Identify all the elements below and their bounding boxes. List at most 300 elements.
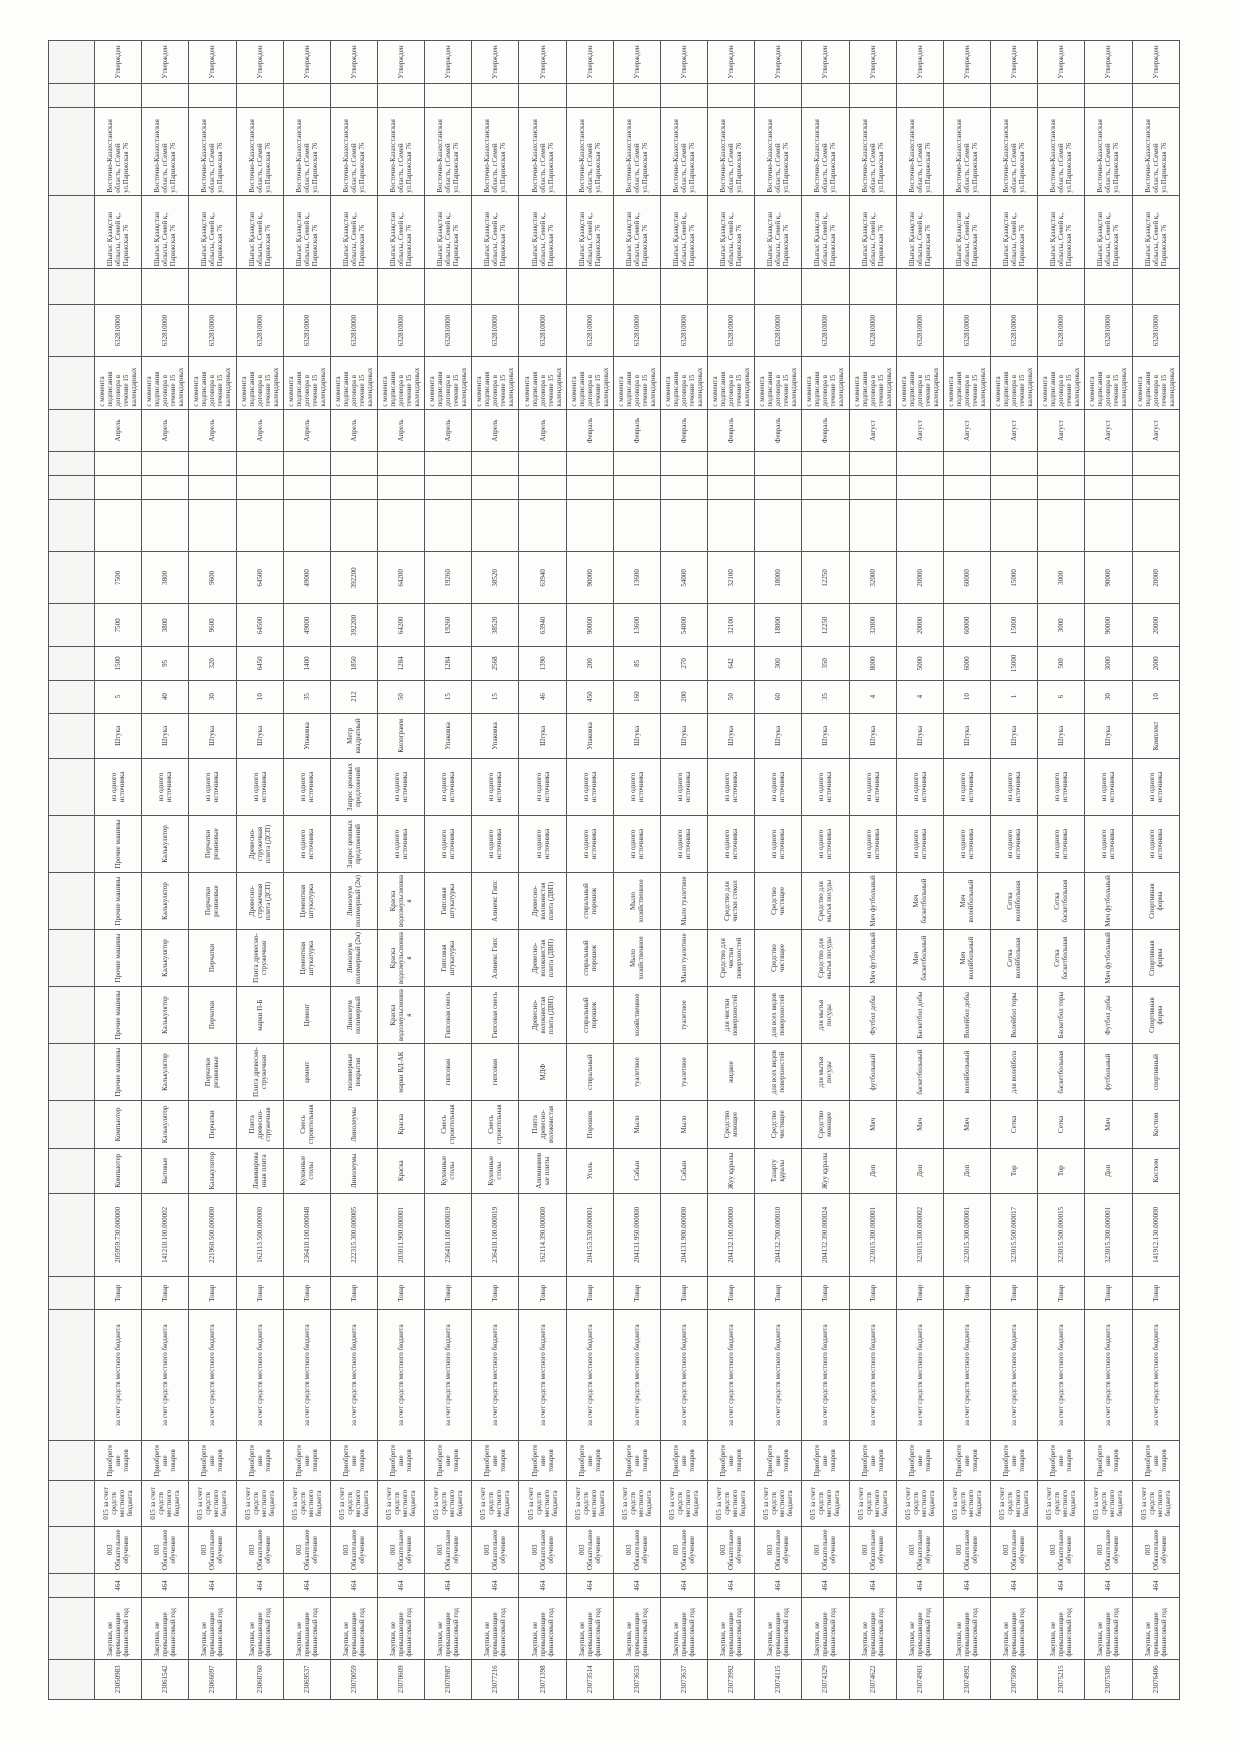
cell-kind: Товар	[566, 1277, 613, 1310]
cell-id: 23073514	[566, 1659, 613, 1699]
cell-name-kz: Сабын	[613, 1148, 660, 1193]
cell-source: 015 за счет средств местного бюджета	[95, 1481, 142, 1526]
cell-address-kz: Шығыс Қазақстан облысы, Семей қ., Парижская 76	[1132, 195, 1180, 269]
table-row	[472, 41, 519, 1700]
cell-unit: Штука	[95, 713, 142, 758]
cell-desc-4: Мяч баскетбольный	[896, 873, 943, 930]
cell-method-1: из одного источника	[1085, 815, 1132, 872]
cell-method-1: из одного источника	[896, 815, 943, 872]
cell-qty: 4	[849, 680, 896, 713]
cell-unit: Штука	[519, 713, 566, 758]
cell-kind: Товар	[991, 1277, 1038, 1310]
cell-desc-3: Спортивная форма	[1132, 930, 1180, 987]
cell-method-2: из одного источника	[519, 758, 566, 815]
cell-desc-1: для волейбола	[991, 1044, 1038, 1101]
cell-status: Утвержден	[1038, 41, 1085, 84]
cell-desc-2: для мытья посуды	[802, 987, 849, 1044]
cell-address-ru: Восточно-Казахстанская область, г.Семей ул.Парижская 76	[378, 107, 425, 195]
cell-sum-year1: 3800	[142, 604, 189, 647]
cell-sum-year1: 90000	[566, 604, 613, 647]
cell-kato: 632810000	[1085, 305, 1132, 357]
table-row	[1132, 41, 1180, 1700]
cell-empty	[1132, 499, 1180, 551]
cell-purchase-type: Приобретение товаров	[425, 1440, 472, 1480]
cell-desc-4: Алинекс Гипс	[472, 873, 519, 930]
cell-code: 464	[142, 1574, 189, 1598]
cell-empty	[802, 452, 849, 476]
cell-empty	[1038, 452, 1085, 476]
cell-id: 23071398	[519, 1659, 566, 1699]
cell-sum-year1: 19260	[425, 604, 472, 647]
cell-empty	[283, 476, 330, 500]
cell-code: 464	[330, 1574, 377, 1598]
cell-address-kz: Шығыс Қазақстан облысы, Семей қ., Парижская 76	[330, 195, 377, 269]
cell-empty	[378, 499, 425, 551]
cell-price: 1500	[95, 647, 142, 680]
cell-term: c момента подписания договора в течение 15 календарных	[755, 357, 802, 409]
cell-method-1: Перчатки резиновые	[189, 815, 236, 872]
cell-kind: Товар	[802, 1277, 849, 1310]
header-cell	[49, 1526, 95, 1574]
cell-code: 464	[896, 1574, 943, 1598]
cell-method-2: из одного источника	[95, 758, 142, 815]
cell-id: 23068760	[236, 1659, 283, 1699]
cell-empty	[189, 452, 236, 476]
cell-name-ru: Порошок	[566, 1101, 613, 1149]
cell-kato: 632810000	[802, 305, 849, 357]
cell-source: 015 за счет средств местного бюджета	[425, 1481, 472, 1526]
cell-method: Закупки, не превышающие финансовый год	[519, 1597, 566, 1659]
cell-sum-total: 392200	[330, 552, 377, 604]
cell-method-1: из одного источника	[660, 815, 707, 872]
cell-purchase-type: Приобретение товаров	[613, 1440, 660, 1480]
cell-desc-2: Цемент	[283, 987, 330, 1044]
cell-empty	[472, 476, 519, 500]
cell-empty	[330, 499, 377, 551]
cell-purchase-type: Приобретение товаров	[802, 1440, 849, 1480]
cell-name-kz: Тазарту құралы	[755, 1148, 802, 1193]
header-cell	[49, 873, 95, 930]
cell-unit: Упаковка	[425, 713, 472, 758]
cell-ktru-code: 162113.500.000000	[236, 1193, 283, 1276]
header-cell	[49, 815, 95, 872]
cell-code: 464	[378, 1574, 425, 1598]
cell-empty	[519, 476, 566, 500]
cell-kind: Товар	[1132, 1277, 1180, 1310]
cell-sum-year1: 64200	[378, 604, 425, 647]
cell-empty	[142, 476, 189, 500]
cell-program: 003 Обязательное обучение	[613, 1526, 660, 1574]
cell-method: Закупки, не превышающие финансовый год	[1038, 1597, 1085, 1659]
cell-name-kz: Краска	[378, 1148, 425, 1193]
cell-kind: Товар	[425, 1277, 472, 1310]
cell-method-1: Прочие машины	[95, 815, 142, 872]
cell-code: 464	[519, 1574, 566, 1598]
cell-empty	[472, 84, 519, 108]
header-cell	[49, 452, 95, 476]
cell-kind: Товар	[849, 1277, 896, 1310]
cell-status: Утвержден	[896, 41, 943, 84]
cell-empty	[896, 476, 943, 500]
table-row	[943, 41, 990, 1700]
cell-code: 464	[566, 1574, 613, 1598]
cell-empty	[755, 476, 802, 500]
cell-sum-total: 20000	[896, 552, 943, 604]
cell-kind: Товар	[708, 1277, 755, 1310]
cell-name-kz: Тор	[991, 1148, 1038, 1193]
cell-term: c момента подписания договора в течение 15 календарных	[1085, 357, 1132, 409]
cell-purchase-type: Приобретение товаров	[1038, 1440, 1085, 1480]
cell-ktru-code: 204132.700.000010	[755, 1193, 802, 1276]
cell-desc-4: Древесно-волокнистая плита (ДВП)	[519, 873, 566, 930]
cell-ktru-code: 205959.730.000000	[95, 1193, 142, 1276]
header-cell	[49, 357, 95, 409]
cell-method: Закупки, не превышающие финансовый год	[849, 1597, 896, 1659]
cell-name-ru: Смесь строительная	[472, 1101, 519, 1149]
cell-empty	[802, 84, 849, 108]
cell-sum-year1: 32100	[708, 604, 755, 647]
cell-address-kz: Шығыс Қазақстан облысы, Семей қ., Парижская 76	[566, 195, 613, 269]
cell-sum-total: 64500	[236, 552, 283, 604]
cell-empty	[425, 452, 472, 476]
cell-desc-3: Алинекс Гипс	[472, 930, 519, 987]
cell-ktru-code: 204131.900.000000	[660, 1193, 707, 1276]
cell-method-2: из одного источника	[613, 758, 660, 815]
cell-sum-total: 13600	[613, 552, 660, 604]
cell-kind: Товар	[472, 1277, 519, 1310]
cell-term: c момента подписания договора в течение 15 календарных	[896, 357, 943, 409]
cell-kind: Товар	[896, 1277, 943, 1310]
cell-price: 5000	[896, 647, 943, 680]
cell-code: 464	[755, 1574, 802, 1598]
cell-desc-4: Мыло хозяйственное	[613, 873, 660, 930]
cell-empty	[189, 476, 236, 500]
table-row	[755, 41, 802, 1700]
cell-kind: Товар	[95, 1277, 142, 1310]
cell-address-kz: Шығыс Қазақстан облысы, Семей қ., Парижская 76	[896, 195, 943, 269]
table-row	[283, 41, 330, 1700]
cell-code: 464	[1085, 1574, 1132, 1598]
cell-kato: 632810000	[236, 305, 283, 357]
cell-sum-total: 12250	[802, 552, 849, 604]
cell-kind: Товар	[189, 1277, 236, 1310]
cell-qty: 1	[991, 680, 1038, 713]
cell-name-ru: Средство чистящее	[755, 1101, 802, 1149]
cell-empty	[283, 84, 330, 108]
table-row	[330, 41, 377, 1700]
table-row	[519, 41, 566, 1700]
cell-unit: Упаковка	[566, 713, 613, 758]
cell-purchase-type: Приобретение товаров	[189, 1440, 236, 1480]
cell-purchase-type: Приобретение товаров	[755, 1440, 802, 1480]
cell-kato: 632810000	[755, 305, 802, 357]
cell-empty	[849, 84, 896, 108]
cell-purchase-type: Приобретение товаров	[236, 1440, 283, 1480]
header-cell	[49, 1101, 95, 1149]
cell-program: 003 Обязательное обучение	[472, 1526, 519, 1574]
header-cell	[49, 987, 95, 1044]
cell-desc-2: для чистки поверхностей	[708, 987, 755, 1044]
cell-purchase-type: Приобретение товаров	[660, 1440, 707, 1480]
cell-empty	[566, 269, 613, 305]
cell-name-ru: Плита древесно-стружечная	[236, 1101, 283, 1149]
cell-address-kz: Шығыс Қазақстан облысы, Семей қ., Парижская 76	[95, 195, 142, 269]
cell-sum-year1: 63940	[519, 604, 566, 647]
cell-address-ru: Восточно-Казахстанская область, г.Семей ул.Парижская 76	[330, 107, 377, 195]
cell-address-ru: Восточно-Казахстанская область, г.Семей ул.Парижская 76	[613, 107, 660, 195]
cell-program: 003 Обязательное обучение	[236, 1526, 283, 1574]
cell-method-1: из одного источника	[566, 815, 613, 872]
cell-empty	[1038, 269, 1085, 305]
cell-desc-2: Прочие машины	[95, 987, 142, 1044]
cell-status: Утвержден	[991, 41, 1038, 84]
cell-term: c момента подписания договора в течение 15 календарных	[802, 357, 849, 409]
cell-name-ru: Калькулятор	[142, 1101, 189, 1149]
cell-desc-2: Волейбол торы	[991, 987, 1038, 1044]
cell-method-1: из одного источника	[1132, 815, 1180, 872]
cell-unit: Штука	[991, 713, 1038, 758]
cell-desc-4: Цементная штукатурка	[283, 873, 330, 930]
cell-program: 003 Обязательное обучение	[802, 1526, 849, 1574]
cell-program: 003 Обязательное обучение	[519, 1526, 566, 1574]
cell-purchase-type: Приобретение товаров	[943, 1440, 990, 1480]
cell-funding-note: за счет средств местного бюджета	[566, 1310, 613, 1441]
cell-purchase-type: Приобретение товаров	[519, 1440, 566, 1480]
cell-program: 003 Обязательное обучение	[755, 1526, 802, 1574]
cell-ktru-code: 222315.300.000005	[330, 1193, 377, 1276]
cell-name-ru: Сетка	[1038, 1101, 1085, 1149]
cell-ktru-code: 204132.100.000000	[708, 1193, 755, 1276]
cell-empty	[991, 452, 1038, 476]
cell-method-1: из одного источника	[283, 815, 330, 872]
cell-desc-1: футбольный	[1085, 1044, 1132, 1101]
cell-id: 23074329	[802, 1659, 849, 1699]
cell-empty	[708, 476, 755, 500]
cell-qty: 30	[189, 680, 236, 713]
cell-method: Закупки, не превышающие финансовый год	[991, 1597, 1038, 1659]
cell-desc-3: Мяч футбольный	[849, 930, 896, 987]
cell-unit: Комплект	[1132, 713, 1180, 758]
cell-qty: 10	[236, 680, 283, 713]
cell-empty	[236, 499, 283, 551]
cell-month: Апрель	[519, 409, 566, 452]
cell-code: 464	[472, 1574, 519, 1598]
cell-empty	[660, 269, 707, 305]
table-row	[189, 41, 236, 1700]
cell-name-kz: Доп	[943, 1148, 990, 1193]
cell-sum-year1: 49000	[283, 604, 330, 647]
cell-method-2: из одного источника	[472, 758, 519, 815]
cell-sum-year1: 12250	[802, 604, 849, 647]
cell-desc-4: Сетка баскетбольная	[1038, 873, 1085, 930]
table-row	[802, 41, 849, 1700]
cell-price: 500	[1038, 647, 1085, 680]
cell-empty	[142, 84, 189, 108]
cell-method-2: из одного источника	[660, 758, 707, 815]
cell-empty	[472, 499, 519, 551]
cell-address-kz: Шығыс Қазақстан облысы, Семей қ., Парижская 76	[708, 195, 755, 269]
cell-name-kz: Тор	[1038, 1148, 1085, 1193]
cell-method: Закупки, не превышающие финансовый год	[708, 1597, 755, 1659]
cell-empty	[1085, 84, 1132, 108]
cell-source: 015 за счет средств местного бюджета	[1038, 1481, 1085, 1526]
cell-empty	[613, 84, 660, 108]
cell-program: 003 Обязательное обучение	[189, 1526, 236, 1574]
cell-id: 23061542	[142, 1659, 189, 1699]
cell-empty	[425, 84, 472, 108]
cell-empty	[236, 476, 283, 500]
cell-price: 200	[566, 647, 613, 680]
cell-sum-year1: 9600	[189, 604, 236, 647]
cell-id: 23070059	[330, 1659, 377, 1699]
cell-sum-year1: 90000	[1085, 604, 1132, 647]
cell-kato: 632810000	[330, 305, 377, 357]
cell-program: 003 Обязательное обучение	[566, 1526, 613, 1574]
cell-sum-total: 7500	[95, 552, 142, 604]
cell-price: 320	[189, 647, 236, 680]
cell-funding-note: за счет средств местного бюджета	[755, 1310, 802, 1441]
cell-method-1: Калькулятор	[142, 815, 189, 872]
cell-method-1: Запрос ценовых предложений	[330, 815, 377, 872]
cell-name-kz: Кухонные столы	[425, 1148, 472, 1193]
cell-qty: 5	[95, 680, 142, 713]
cell-program: 003 Обязательное обучение	[991, 1526, 1038, 1574]
cell-funding-note: за счет средств местного бюджета	[660, 1310, 707, 1441]
cell-desc-2: хозяйственное	[613, 987, 660, 1044]
cell-empty	[755, 269, 802, 305]
cell-empty	[142, 269, 189, 305]
cell-code: 464	[943, 1574, 990, 1598]
cell-name-ru: Сетка	[991, 1101, 1038, 1149]
cell-kato: 632810000	[189, 305, 236, 357]
cell-kato: 632810000	[519, 305, 566, 357]
cell-kind: Товар	[755, 1277, 802, 1310]
cell-empty	[613, 476, 660, 500]
cell-program: 003 Обязательное обучение	[708, 1526, 755, 1574]
cell-source: 015 за счет средств местного бюджета	[142, 1481, 189, 1526]
cell-term: c момента подписания договора в течение 15 календарных	[330, 357, 377, 409]
cell-desc-1: Прочие машины	[95, 1044, 142, 1101]
cell-term: c момента подписания договора в течение 15 календарных	[943, 357, 990, 409]
cell-program: 003 Обязательное обучение	[943, 1526, 990, 1574]
cell-name-ru: Смесь строительная	[425, 1101, 472, 1149]
header-cell	[49, 1277, 95, 1310]
cell-unit: Штука	[755, 713, 802, 758]
cell-code: 464	[236, 1574, 283, 1598]
header-cell	[49, 758, 95, 815]
cell-desc-4: Спортивная форма	[1132, 873, 1180, 930]
cell-qty: 6	[1038, 680, 1085, 713]
cell-ktru-code: 204131.950.000000	[613, 1193, 660, 1276]
cell-empty	[943, 452, 990, 476]
cell-purchase-type: Приобретение товаров	[95, 1440, 142, 1480]
header-cell	[49, 84, 95, 108]
cell-sum-total: 60000	[943, 552, 990, 604]
cell-status: Утвержден	[142, 41, 189, 84]
cell-desc-4: Сетка волейбольная	[991, 873, 1038, 930]
cell-address-ru: Восточно-Казахстанская область, г.Семей ул.Парижская 76	[755, 107, 802, 195]
cell-empty	[1132, 452, 1180, 476]
cell-kato: 632810000	[1038, 305, 1085, 357]
cell-desc-1: цемент	[283, 1044, 330, 1101]
cell-empty	[330, 452, 377, 476]
header-cell	[49, 499, 95, 551]
cell-name-ru: Средство моющее	[708, 1101, 755, 1149]
cell-funding-note: за счет средств местного бюджета	[378, 1310, 425, 1441]
cell-month: Август	[943, 409, 990, 452]
cell-price: 1284	[378, 647, 425, 680]
cell-unit: Штука	[236, 713, 283, 758]
cell-method-1: из одного источника	[991, 815, 1038, 872]
cell-term: c момента подписания договора в течение 15 календарных	[1132, 357, 1180, 409]
cell-address-kz: Шығыс Қазақстан облысы, Семей қ., Парижская 76	[378, 195, 425, 269]
cell-term: c момента подписания договора в течение 15 календарных	[236, 357, 283, 409]
cell-status: Утвержден	[1085, 41, 1132, 84]
cell-code: 464	[189, 1574, 236, 1598]
cell-desc-3: Калькулятор	[142, 930, 189, 987]
cell-unit: Штука	[896, 713, 943, 758]
table-row	[660, 41, 707, 1700]
cell-sum-year1: 18000	[755, 604, 802, 647]
cell-empty	[95, 84, 142, 108]
cell-id: 23069537	[283, 1659, 330, 1699]
cell-term: c момента подписания договора в течение 15 календарных	[708, 357, 755, 409]
cell-source: 015 за счет средств местного бюджета	[802, 1481, 849, 1526]
cell-qty: 35	[802, 680, 849, 713]
cell-name-kz: Уголь	[566, 1148, 613, 1193]
cell-code: 464	[708, 1574, 755, 1598]
cell-month: Август	[849, 409, 896, 452]
cell-method-2: из одного источника	[943, 758, 990, 815]
cell-price: 1400	[283, 647, 330, 680]
cell-kato: 632810000	[708, 305, 755, 357]
cell-code: 464	[283, 1574, 330, 1598]
cell-program: 003 Обязательное обучение	[1085, 1526, 1132, 1574]
cell-name-kz: Бытовые	[142, 1148, 189, 1193]
cell-sum-year1: 7500	[95, 604, 142, 647]
cell-method-2: Запрос ценовых предложений	[330, 758, 377, 815]
cell-empty	[613, 499, 660, 551]
cell-purchase-type: Приобретение товаров	[283, 1440, 330, 1480]
cell-empty	[1038, 84, 1085, 108]
cell-empty	[708, 84, 755, 108]
header-cell	[49, 1310, 95, 1441]
cell-code: 464	[991, 1574, 1038, 1598]
cell-name-kz: Ламинированная плита	[236, 1148, 283, 1193]
cell-term: c момента подписания договора в течение 15 календарных	[613, 357, 660, 409]
cell-desc-4: Линолеум полимерный (2м)	[330, 873, 377, 930]
cell-funding-note: за счет средств местного бюджета	[1085, 1310, 1132, 1441]
table-row	[95, 41, 142, 1700]
cell-funding-note: за счет средств местного бюджета	[849, 1310, 896, 1441]
cell-desc-2: Гипсовая смесь	[425, 987, 472, 1044]
cell-method-1: из одного источника	[472, 815, 519, 872]
cell-price: 2000	[1132, 647, 1180, 680]
cell-kind: Товар	[378, 1277, 425, 1310]
cell-kato: 632810000	[378, 305, 425, 357]
cell-month: Февраль	[566, 409, 613, 452]
cell-code: 464	[849, 1574, 896, 1598]
cell-ktru-code: 323015.300.000001	[1085, 1193, 1132, 1276]
cell-funding-note: за счет средств местного бюджета	[95, 1310, 142, 1441]
cell-method: Закупки, не превышающие финансовый год	[283, 1597, 330, 1659]
header-cell	[49, 1659, 95, 1699]
cell-month: Апрель	[236, 409, 283, 452]
cell-address-kz: Шығыс Қазақстан облысы, Семей қ., Парижская 76	[1085, 195, 1132, 269]
header-cell	[49, 305, 95, 357]
cell-name-ru: Компьютер	[95, 1101, 142, 1149]
header-cell	[49, 713, 95, 758]
